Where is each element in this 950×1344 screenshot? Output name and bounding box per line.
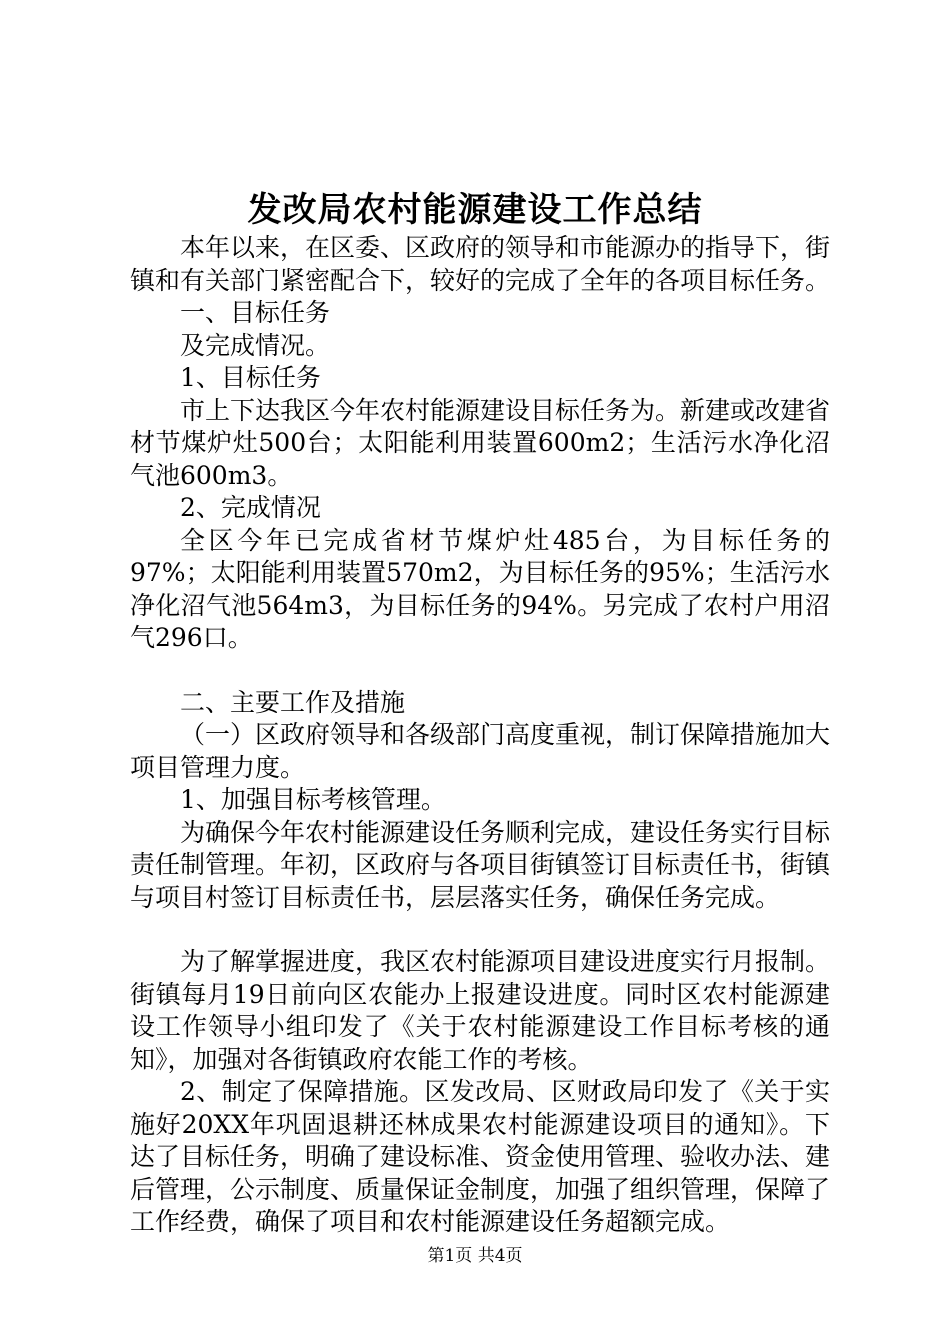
paragraph-assessment: 为确保今年农村能源建设任务顺利完成，建设任务实行目标责任制管理。年初，区政府与各项目街镇签订目标责任书，街镇与项目村签订目标责任书，层层落实任务，确保任务完成。 bbox=[130, 817, 831, 912]
paragraph-intro: 本年以来，在区委、区政府的领导和市能源办的指导下，街镇和有关部门紧密配合下，较好的完成了全年的各项目标任务。 bbox=[130, 233, 831, 295]
heading-main-work: 二、主要工作及措施 bbox=[180, 687, 406, 717]
paragraph-progress: 为了解掌握进度，我区农村能源项目建设进度实行月报制。街镇每月19日前向区农能办上报建设进度。同时区农村能源建设工作领导小组印发了《关于农村能源建设工作目标考核的通知》，加强对各街镇政府农能工作的考核。 bbox=[130, 947, 831, 1074]
subheading-assessment: 1、加强目标考核管理。 bbox=[180, 785, 446, 814]
heading-targets: 一、目标任务 bbox=[180, 298, 331, 327]
heading-completion: 及完成情况。 bbox=[180, 330, 331, 360]
paragraph-spacer bbox=[130, 914, 830, 946]
subheading-targets: 1、目标任务 bbox=[180, 363, 321, 392]
paragraph-spacer bbox=[130, 655, 830, 687]
paragraph-measures: 2、制定了保障措施。区发改局、区财政局印发了《关于实施好20XX年巩固退耕还林成果农村能源建设项目的通知》。下达了目标任务，明确了建设标准、资金使用管理、验收办法、建后管理，公示制度、质量保证金制度，加强了组织管理，保障了工作经费，确保了项目和农村能源建设任务超额完成。 bbox=[130, 1077, 831, 1236]
paragraph-completion: 全区今年已完成省材节煤炉灶485台，为目标任务的97%；太阳能利用装置570m2，为目标任务的95%；生活污水净化沼气池564m3，为目标任务的94%。另完成了农村户用沼气296口。 bbox=[130, 525, 830, 652]
page-footer: 第1页 共4页 bbox=[427, 1246, 523, 1266]
paragraph-targets: 市上下达我区今年农村能源建设目标任务为。新建或改建省材节煤炉灶500台；太阳能利用装置600m2；生活污水净化沼气池600m3。 bbox=[130, 395, 831, 490]
document-body bbox=[130, 232, 830, 1239]
heading-section-one: （一）区政府领导和各级部门高度重视，制订保障措施加大项目管理力度。 bbox=[130, 720, 831, 782]
document-title: 发改局农村能源建设工作总结 bbox=[247, 190, 703, 230]
subheading-completion: 2、完成情况 bbox=[180, 493, 321, 522]
